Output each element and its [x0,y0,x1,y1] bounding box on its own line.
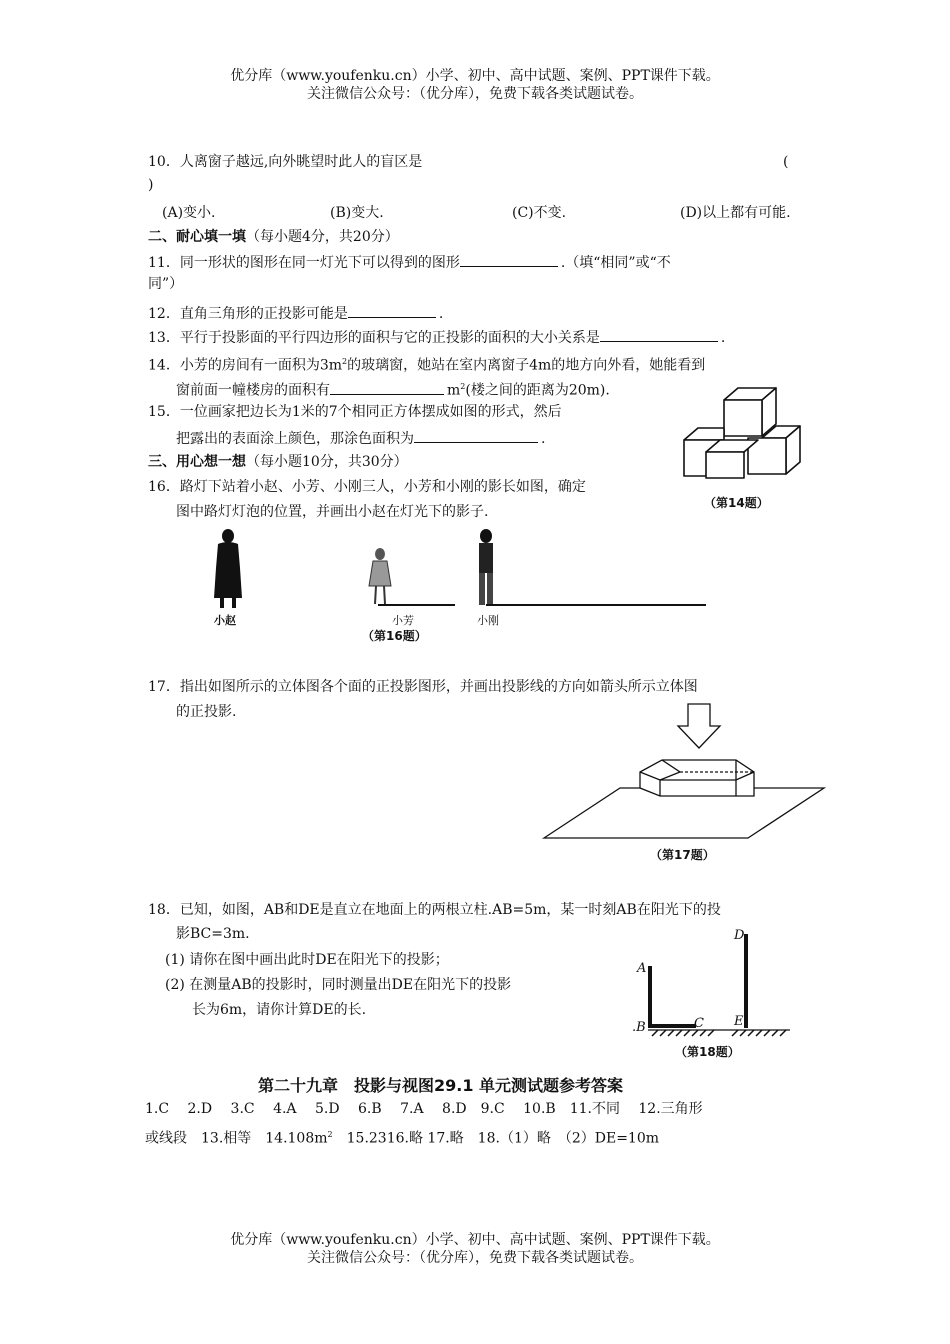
question-13 [148,326,725,348]
q10-option-a: (A)变小. [162,205,216,221]
answers-line1: 1.C 2.D 3.C 4.A 5.D 6.B 7.A 8.D 9.C 10.B 11.不同 12.三角形 [145,1101,703,1117]
q11-text: 11．同一形状的图形在同一灯光下可以得到的图形 [148,255,460,271]
label-xiaozhao: 小赵 [214,614,236,627]
page-footer-line1: 优分库（www.youfenku.cn）小学、初中、高中试题、案例、PPT课件下载。 [230,1232,720,1248]
figure-18-caption: （第18题） [675,1045,740,1059]
q11-line2: 同”） [148,276,184,292]
point-c-label: C [694,1016,704,1031]
shadow-bc [648,1024,696,1028]
q14-line2-text: 窗前面一幢楼房的面积有 [176,382,330,399]
answers-line2-b: 15.2316.略 17.略 18.（1）略 （2）DE=10m [332,1130,660,1147]
q15-tail: . [541,431,546,447]
q14-tail-sup: 2 [460,382,466,391]
question-14 [148,352,705,376]
q13-tail: . [720,330,726,346]
label-xiaogang: 小刚 [477,614,499,627]
projection-arrow [678,704,720,748]
q13-blank[interactable] [600,326,718,342]
q14-text-a: 14．小芳的房间有一面积为3m [148,357,342,374]
q17-line2: 的正投影. [176,704,237,720]
q15-blank[interactable] [414,427,538,443]
question-12 [148,302,443,324]
q12-text: 12．直角三角形的正投影可能是 [148,306,348,322]
page-header-line2: 关注微信公众号：（优分库），免费下载各类试题试卷。 [307,86,643,102]
q14-line2 [176,377,610,401]
q13-text: 13．平行于投影面的平行四边形的面积与它的正投影的面积的大小关系是 [148,330,600,346]
page-header-line1: 优分库（www.youfenku.cn）小学、初中、高中试题、案例、PPT课件下载。 [230,68,720,84]
q10-option-d: (D)以上都有可能. [680,205,791,221]
page-footer-line2: 关注微信公众号：（优分库），免费下载各类试题试卷。 [307,1250,643,1266]
q14-text-b: 的玻璃窗，她站在室内离窗子4m的地方向外看，她能看到 [347,357,706,374]
q16-line2: 图中路灯灯泡的位置，并画出小赵在灯光下的影子. [176,504,489,520]
figure-14-cubes [676,380,806,480]
q14-tail-b: (楼之间的距离为20m). [465,382,610,399]
figure-18-posts [640,928,800,1040]
q10-option-b: (B)变大. [330,205,384,221]
q12-tail: . [438,306,444,322]
q10-paren-close: ) [148,177,154,193]
q15-line2-text: 把露出的表面涂上颜色，那涂色面积为 [176,431,414,447]
section-2-heading [148,227,399,247]
point-e-label: E [734,1014,744,1029]
section-3-heading [148,452,408,472]
figure-17-caption: （第17题） [650,848,715,862]
label-xiaofang: 小芳 [392,614,414,627]
question-15: 15．一位画家把边长为1米的7个相同正方体摆成如图的形式，然后 [148,404,562,420]
section-3-title: 三、用心想一想 [148,454,246,470]
figure-16-people [200,528,720,614]
figure-17-solid [540,700,830,845]
q11-tail: .（填“相同”或“不 [560,255,671,271]
question-17: 17．指出如图所示的立体图各个面的正投影图形，并画出投影线的方向如箭头所示立体图 [148,679,698,695]
question-16: 16．路灯下站着小赵、小芳、小刚三人，小芳和小刚的影长如图，确定 [148,479,586,495]
q14-tail-a: m [447,382,461,399]
ground-hatching [652,1030,786,1036]
q10-option-c: (C)不变. [512,205,567,221]
point-d-label: D [734,928,745,943]
cube-bottom-front [706,452,744,478]
section-3-note: （每小题10分，共30分） [246,454,408,470]
figure-xiaozhao [214,529,242,608]
q10-paren-open: ( [783,154,789,170]
figure-16-caption: （第16题） [362,629,427,643]
answers-line2 [145,1125,659,1149]
answers-title: 第二十九章 投影与视图29.1 单元测试题参考答案 [258,1076,624,1095]
cube-top-front [724,400,762,436]
figure-xiaogang [479,529,706,605]
q18-sub1: (1) 请你在图中画出此时DE在阳光下的投影； [165,952,449,968]
q11-blank[interactable] [460,251,558,267]
q15-line2 [176,427,545,449]
q14-blank[interactable] [330,379,444,395]
post-ab [648,966,652,1028]
figure-14-caption: （第14题） [704,496,769,510]
answers-line2-a: 或线段 13.相等 14.108m [145,1130,328,1147]
figure-xiaofang [369,548,455,605]
post-de [744,934,748,1028]
question-11 [148,251,671,273]
q12-blank[interactable] [348,302,436,318]
q18-sub2: (2) 在测量AB的投影时，同时测量出DE在阳光下的投影 [165,977,512,993]
section-2-title: 二、耐心填一填 [148,229,246,245]
question-10: 10．人离窗子越远,向外眺望时此人的盲区是 [148,154,423,170]
q18-sub2b: 长为6m，请你计算DE的长. [192,1002,367,1018]
question-18: 18．已知，如图，AB和DE是直立在地面上的两根立柱.AB=5m，某一时刻AB在阳光下的投 [148,902,721,918]
point-a-label: A [637,961,647,976]
section-2-note: （每小题4分，共20分） [246,229,399,245]
point-b-label: .B [632,1020,646,1035]
answers-line2-sup: 2 [327,1130,333,1139]
q14-sup: 2 [342,357,348,366]
q18-line2: 影BC=3m. [176,926,250,942]
